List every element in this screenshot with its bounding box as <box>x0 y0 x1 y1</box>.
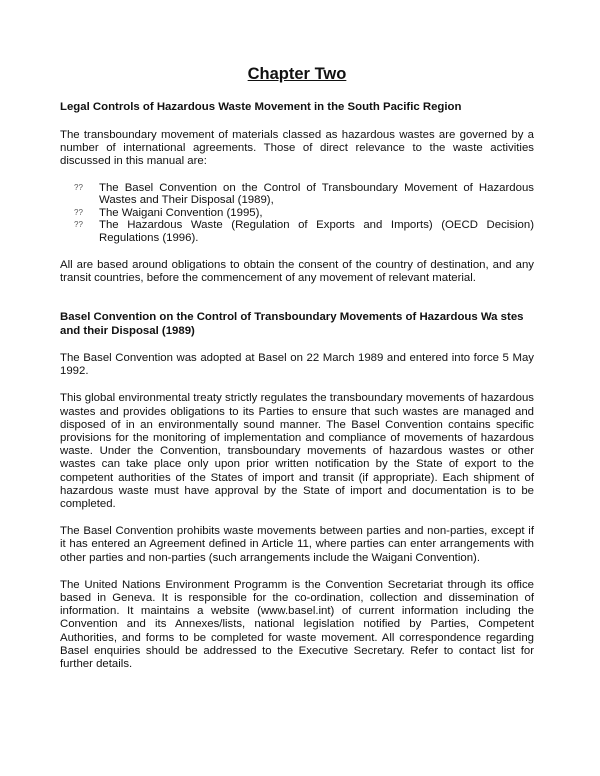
intro-paragraph: The transboundary movement of materials classed as hazardous wastes are governed by a number of international agreements. Those of direct relevance to the waste activities discussed in this manual are: <box>60 129 534 168</box>
bullet-marker-icon: ?? <box>74 182 83 192</box>
document-page <box>60 64 534 671</box>
list-item-text: The Hazardous Waste (Regulation of Exports and Imports) (OECD Decision) Regulations (1996). <box>99 219 534 244</box>
bullet-marker-icon: ?? <box>74 207 83 217</box>
paragraph-adoption: The Basel Convention was adopted at Basel on 22 March 1989 and entered into force 5 May 1992. <box>60 351 534 378</box>
list-item-text: The Basel Convention on the Control of Transboundary Movement of Hazardous Wastes and Their Disposal (1989), <box>99 181 534 207</box>
agreements-list <box>60 182 534 245</box>
paragraph-secretariat: The United Nations Environment Programm is the Convention Secretariat through its office based in Geneva. It is responsible for the co-ordination, collection and dissemination of information. It maintains a website (www.basel.int) of current information including the Convention and its Annexes/lists, national legislation notified by Parties, Competent Authorities, and forms to be completed for waste movement. All correspondence regarding Basel enquiries should be addressed to the Executive Secretary. Refer to contact list for further details. <box>60 578 534 671</box>
paragraph-prohibitions: The Basel Convention prohibits waste movements between parties and non-parties, except if it has entered an Agreement defined in Article 11, where parties can enter arrangements with other parties and non-parties (such arrangements include the Waigani Convention). <box>60 525 534 564</box>
bullet-marker-icon: ?? <box>74 220 83 230</box>
chapter-title: Chapter Two <box>247 65 347 83</box>
section-heading-legal-controls: Legal Controls of Hazardous Waste Movement in the South Pacific Region <box>60 101 462 113</box>
list-item <box>74 207 534 220</box>
list-item <box>74 219 534 244</box>
list-item-text: The Waigani Convention (1995), <box>99 206 263 219</box>
paragraph-treaty-regulation: This global environmental treaty strictly regulates the transboundary movements of hazardous wastes and provides obligations to its Parties to ensure that such wastes are managed and disposed of in an environmentally sound manner. The Basel Convention contains specific provisions for the monitoring of implementation and compliance of movements of hazardous waste. Under the Convention, transboundary movements of hazardous wastes or other wastes can take place only upon prior written notification by the State of export to the competent authorities of the States of import and transit (if appropriate). Each shipment of hazardous waste must have approval by the State of import and documentation is to be completed. <box>60 392 534 511</box>
closing-paragraph: All are based around obligations to obtain the consent of the country of destination, and any transit countries, before the commencement of any movement of relevant material. <box>60 258 534 284</box>
section-heading-basel-convention: Basel Convention on the Control of Transboundary Movements of Hazardous Wa stes and their Disposal (1989) <box>60 310 524 337</box>
list-item <box>74 182 534 207</box>
